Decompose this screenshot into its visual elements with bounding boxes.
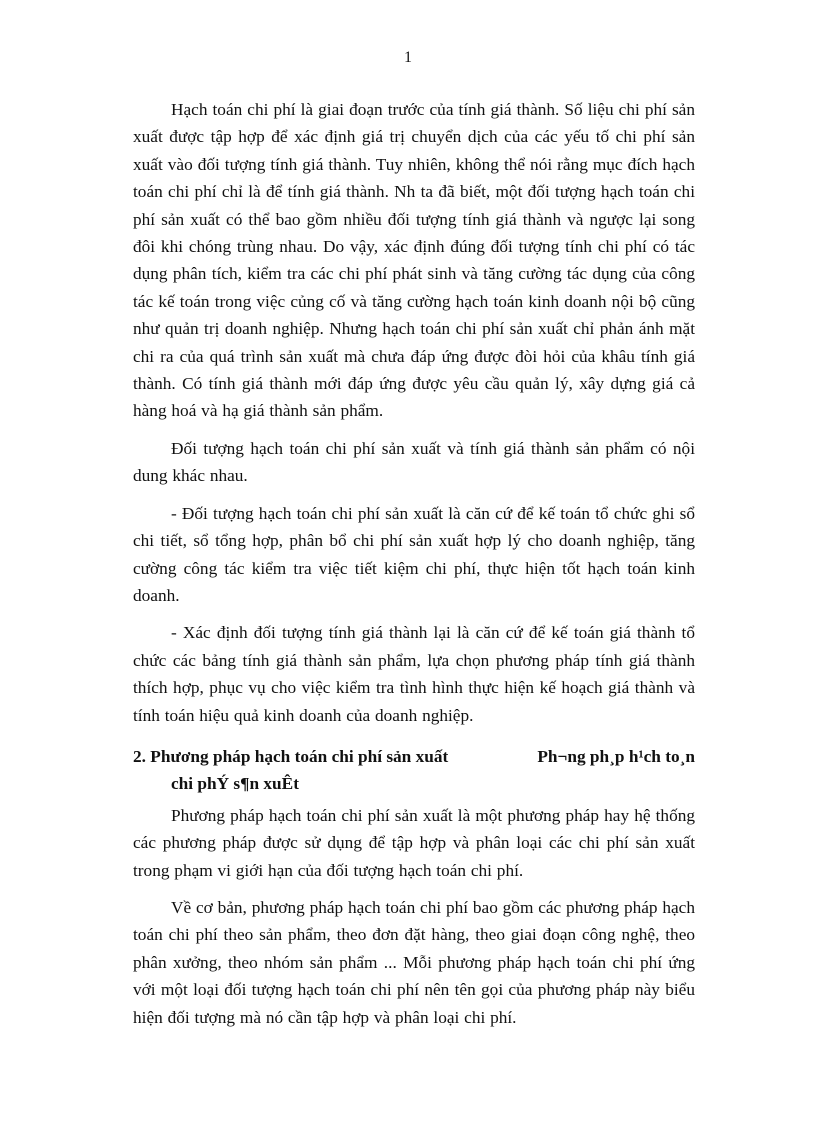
- section-heading-garbled-part1: Ph¬ng ph¸p h¹ch to¸n: [537, 746, 695, 766]
- section-heading-garbled-part2: chi phÝ s¶n xuÊt: [171, 774, 299, 794]
- paragraph-2: Đối tượng hạch toán chi phí sản xuất và tính giá thành sản phẩm có nội dung khác nhau.: [133, 438, 695, 486]
- paragraph-5: Phương pháp hạch toán chi phí sản xuất là một phương pháp hay hệ thống các phương pháp được sử dụng để tập hợp và phân loại các chi phí sản xuất trong phạm vi giới hạn của đối tượng hạch toán chi phí.: [133, 805, 695, 880]
- page-number: 1: [404, 49, 412, 66]
- paragraph-4: - Xác định đối tượng tính giá thành lại là căn cứ để kế toán giá thành tổ chức các bảng tính giá thành sản phẩm, lựa chọn phương pháp tính giá thành thích hợp, phục vụ cho việc kiểm tra tình hình thực hiện kế hoạch giá thành và tính toán hiệu quả kinh doanh của doanh nghiệp.: [133, 623, 695, 725]
- paragraph-6: Về cơ bản, phương pháp hạch toán chi phí bao gồm các phương pháp hạch toán chi phí theo sản phẩm, theo đơn đặt hàng, theo giai đoạn công nghệ, theo phân xưởng, theo nhóm sản phẩm ... Mỗi phương pháp hạch toán chi phí ứng với một loại đối tượng hạch toán chi phí nên tên gọi của phương pháp này biểu hiện đối tượng mà nó cần tập hợp và phân loại chi phí.: [133, 897, 695, 1027]
- document-body: [133, 96, 695, 1041]
- section-heading-title: 2. Phương pháp hạch toán chi phí sản xuất: [133, 746, 449, 766]
- paragraph-3: - Đối tượng hạch toán chi phí sản xuất là căn cứ để kế toán tổ chức ghi sổ chi tiết, sổ tổng hợp, phân bổ chi phí sản xuất hợp lý cho doanh nghiệp, tăng cường công tác kiểm tra việc tiết kiệm chi phí, thực hiện tốt hạch toán kinh doanh.: [133, 503, 695, 605]
- section-heading: [133, 743, 695, 798]
- paragraph-1: Hạch toán chi phí là giai đoạn trước của tính giá thành. Số liệu chi phí sản xuất được tập hợp để xác định giá trị chuyển dịch của các yếu tố chi phí sản xuất vào đối tượng tính giá thành. Tuy nhiên, không thể nói rằng mục đích hạch toán chi phí chỉ là để tính giá thành. Nh ta đã biết, một đối tượng hạch toán chi phí sản xuất có thể bao gồm nhiều đối tượng tính giá thành và ngược lại song đôi khi chóng trùng nhau. Do vậy, xác định đúng đối tượng tính chi phí có tác dụng phân tích, kiểm tra các chi phí phát sinh và tăng cường tác dụng của công tác kế toán trong việc củng cố và tăng cường hạch toán kinh doanh nội bộ cũng như quản trị doanh nghiệp. Nhưng hạch toán chi phí sản xuất chỉ phản ánh mặt chi ra của quá trình sản xuất mà chưa đáp ứng được đòi hỏi của khâu tính giá thành. Có tính giá thành mới đáp ứng được yêu cầu quản lý, xây dựng giá cả hàng hoá và hạ giá thành sản phẩm.: [133, 100, 695, 421]
